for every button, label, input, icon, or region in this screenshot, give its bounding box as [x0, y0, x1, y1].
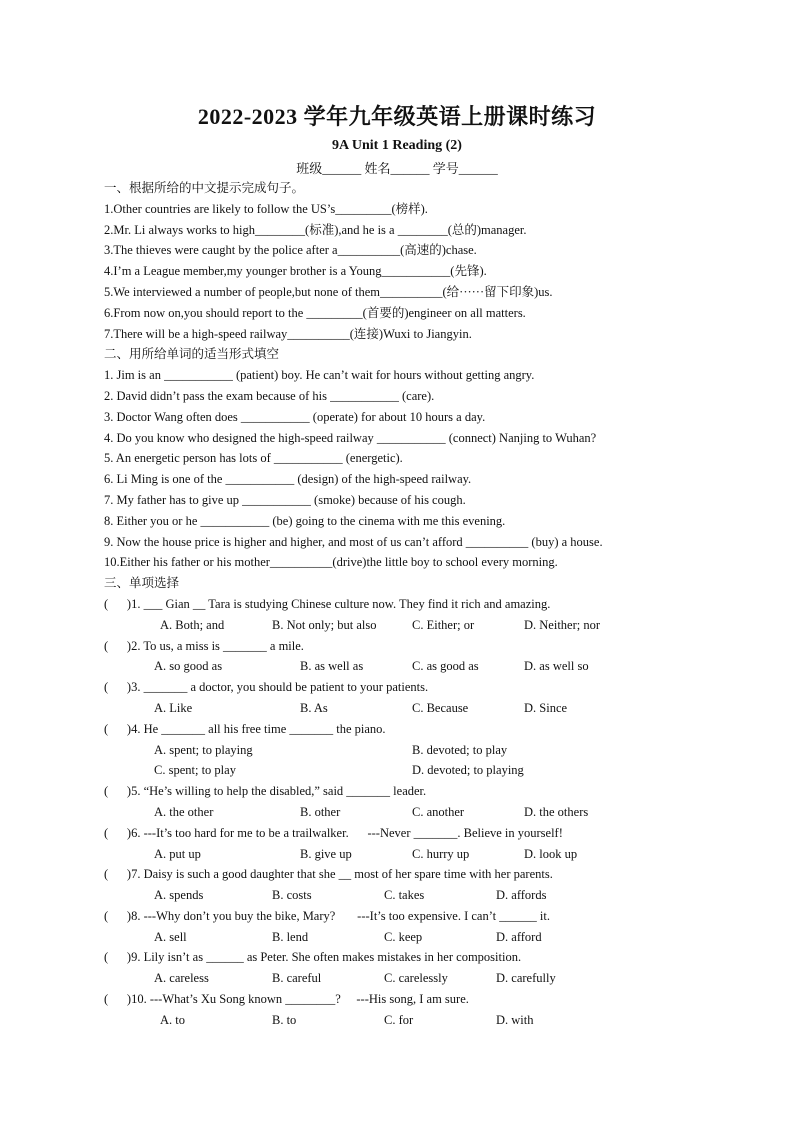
question-stem: ( )10. ---What’s Xu Song known ________? ---His song, I am sure.	[104, 992, 469, 1007]
option: A. Like	[154, 700, 193, 715]
option: B. other	[300, 804, 341, 819]
option: D. Neither; nor	[524, 617, 601, 632]
option: D. the others	[524, 804, 589, 819]
question-stem: ( )8. ---Why don’t you buy the bike, Mary? ---It’s too expensive. I can’t ______ it.	[104, 908, 550, 923]
option: C. Because	[412, 700, 469, 715]
option: B. As	[300, 700, 328, 715]
options-row	[104, 1010, 704, 1031]
exercise-item: 3. Doctor Wang often does ___________ (operate) for about 10 hours a day.	[104, 409, 486, 424]
option: A. to	[160, 1012, 185, 1027]
question-stem: ( )7. Daisy is such a good daughter that she __ most of her spare time with her parents.	[104, 867, 553, 882]
option: A. spent; to playing	[154, 742, 253, 757]
options-row	[104, 760, 704, 781]
option: D. afford	[496, 929, 542, 944]
option: A. Both; and	[160, 617, 225, 632]
option: C. keep	[384, 929, 423, 944]
options-row	[104, 698, 704, 719]
option: B. costs	[272, 888, 312, 903]
option: C. for	[384, 1012, 414, 1027]
exercise-item: 5. An energetic person has lots of ___________ (energetic).	[104, 451, 403, 466]
exercise-item: 1.Other countries are likely to follow the US’s_________(榜样).	[104, 201, 428, 216]
option: A. the other	[154, 804, 214, 819]
option: D. as well so	[524, 659, 589, 674]
question-stem: ( )2. To us, a miss is _______ a mile.	[104, 638, 304, 653]
page-title: 2022-2023 学年九年级英语上册课时练习	[197, 104, 597, 129]
student-info-line: 班级______ 姓名______ 学号______	[296, 161, 498, 176]
exercise-item: 6. Li Ming is one of the ___________ (design) of the high-speed railway.	[104, 472, 472, 487]
exercise-item: 2. David didn’t pass the exam because of his ___________ (care).	[104, 388, 435, 403]
option: C. takes	[384, 888, 425, 903]
option: A. so good as	[154, 659, 223, 674]
option: A. sell	[154, 929, 187, 944]
question-stem: ( )1. ___ Gian __ Tara is studying Chinese culture now. They find it rich and amazing.	[104, 596, 551, 611]
option: D. Since	[524, 700, 568, 715]
options-row	[104, 927, 704, 948]
options-row	[104, 615, 704, 636]
exercise-item: 2.Mr. Li always works to high________(标准),and he is a ________(总的)manager.	[104, 222, 527, 237]
section-heading: 一、根据所给的中文提示完成句子。	[104, 180, 305, 195]
option: B. as well as	[300, 659, 364, 674]
option: B. Not only; but also	[272, 617, 377, 632]
exercise-item: 10.Either his father or his mother__________(drive)the little boy to school every morning.	[104, 555, 558, 570]
option: B. to	[272, 1012, 297, 1027]
options-row	[104, 844, 704, 865]
option: C. hurry up	[412, 846, 470, 861]
exercise-item: 9. Now the house price is higher and higher, and most of us can’t afford __________ (buy) a house.	[104, 534, 603, 549]
exercise-item: 4.I’m a League member,my younger brother is a Young___________(先锋).	[104, 264, 487, 279]
exercise-item: 7. My father has to give up ___________ (smoke) because of his cough.	[104, 492, 466, 507]
option: D. carefully	[496, 971, 556, 986]
question-stem: ( )5. “He’s willing to help the disabled,” said _______ leader.	[104, 784, 427, 799]
option: A. put up	[154, 846, 201, 861]
option: B. lend	[272, 929, 309, 944]
option: B. careful	[272, 971, 322, 986]
option: D. affords	[496, 888, 547, 903]
exercise-item: 1. Jim is an ___________ (patient) boy. He can’t wait for hours without getting angry.	[104, 368, 535, 383]
options-row	[104, 968, 704, 989]
exercise-item: 6.From now on,you should report to the _________(首要的)engineer on all matters.	[104, 305, 526, 320]
option: B. devoted; to play	[412, 742, 508, 757]
exercise-item: 4. Do you know who designed the high-speed railway ___________ (connect) Nanjing to Wuhan?	[104, 430, 597, 445]
question-stem: ( )3. _______ a doctor, you should be patient to your patients.	[104, 680, 429, 695]
exercise-item: 3.The thieves were caught by the police after a__________(高速的)chase.	[104, 243, 477, 258]
exercise-item: 8. Either you or he ___________ (be) going to the cinema with me this evening.	[104, 513, 506, 528]
worksheet-content	[104, 178, 704, 1031]
option: C. carelessly	[384, 971, 448, 986]
option: D. look up	[524, 846, 578, 861]
options-row	[104, 885, 704, 906]
option: D. with	[496, 1012, 534, 1027]
option: A. careless	[154, 971, 209, 986]
page-subtitle: 9A Unit 1 Reading (2)	[332, 138, 462, 153]
options-row	[104, 802, 704, 823]
question-stem: ( )9. Lily isn’t as ______ as Peter. She often makes mistakes in her composition.	[104, 950, 522, 965]
option: C. Either; or	[412, 617, 475, 632]
section-heading: 三、单项选择	[104, 575, 180, 591]
section-heading: 二、用所给单词的适当形式填空	[104, 346, 280, 362]
option: B. give up	[300, 846, 352, 861]
question-stem: ( )4. He _______ all his free time _______ the piano.	[104, 721, 386, 736]
option: A. spends	[154, 888, 204, 903]
options-row	[104, 740, 704, 761]
exercise-item: 7.There will be a high-speed railway__________(连接)Wuxi to Jiangyin.	[104, 326, 472, 341]
option: C. another	[412, 804, 465, 819]
option: D. devoted; to playing	[412, 763, 524, 778]
exercise-item: 5.We interviewed a number of people,but none of them__________(给······留下印象)us.	[104, 284, 553, 299]
question-stem: ( )6. ---It’s too hard for me to be a trailwalker. ---Never _______. Believe in yourself!	[104, 825, 563, 840]
options-row	[104, 656, 704, 677]
option: C. as good as	[412, 659, 479, 674]
option: C. spent; to play	[154, 763, 236, 778]
